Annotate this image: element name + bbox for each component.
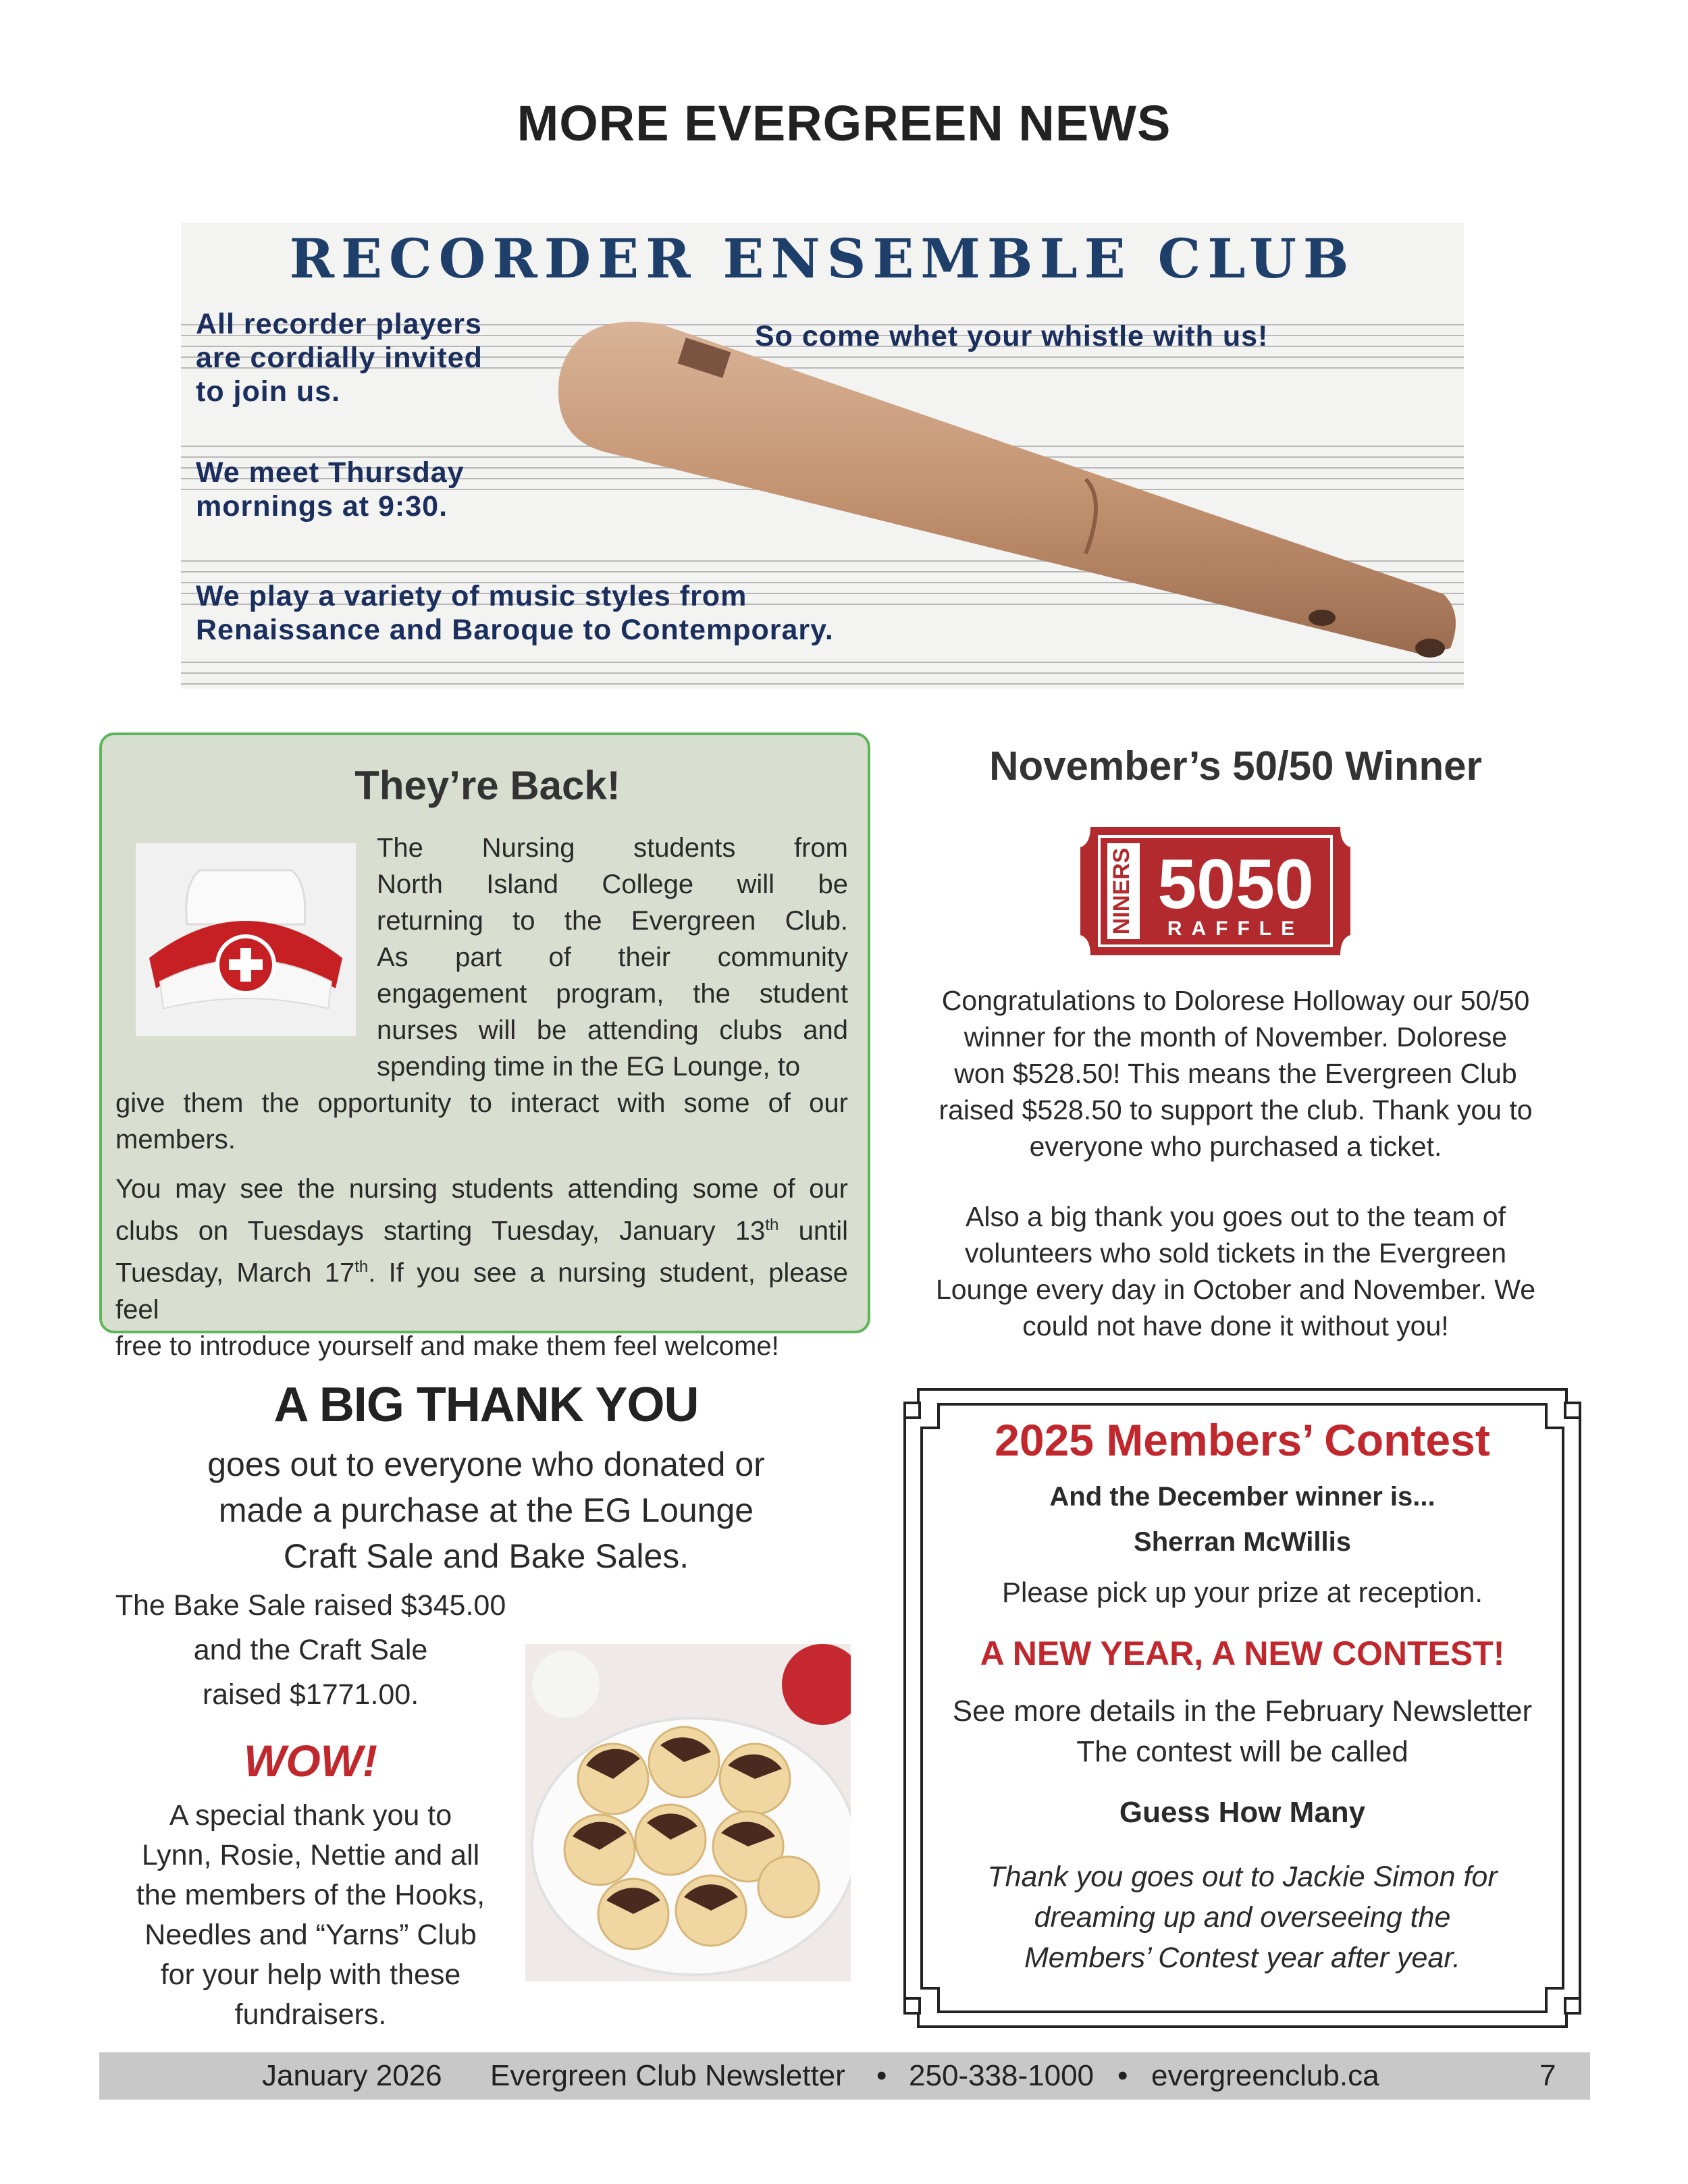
raffle-line: raised $528.50 to support the club. Thank you to xyxy=(939,1094,1533,1125)
special-line: fundraisers. xyxy=(234,1998,387,2031)
banner-invite xyxy=(196,307,483,408)
raffle-logo xyxy=(1080,827,1350,955)
raffle-para2 xyxy=(898,1198,1573,1344)
raffle-ticket-icon xyxy=(1080,827,1350,955)
back-line: engagement program, the student xyxy=(377,979,848,1009)
sale-total-line: The Bake Sale raised $345.00 xyxy=(115,1589,506,1622)
back-line: members. xyxy=(115,1125,236,1154)
thanks-sub-line: Craft Sale and Bake Sales. xyxy=(283,1537,689,1575)
cookies-image xyxy=(525,1644,851,1981)
contest-pickup: Please pick up your prize at reception. xyxy=(1001,1576,1483,1608)
contest-thanks-line: Members’ Contest year after year. xyxy=(1024,1942,1461,1974)
special-line: A special thank you to xyxy=(169,1799,452,1832)
recorder-banner xyxy=(181,223,1464,689)
contest-thanks-line: dreaming up and overseeing the xyxy=(1034,1901,1451,1934)
back-para2 xyxy=(115,1171,848,1364)
raffle-line: winner for the month of November. Dolorese xyxy=(964,1021,1508,1053)
special-line: for your help with these xyxy=(160,1959,461,1991)
raffle-word: RAFFLE xyxy=(1167,917,1304,940)
styles-line: Renaissance and Baroque to Contemporary. xyxy=(196,614,834,646)
thank-you-title: A BIG THANK YOU xyxy=(273,1378,699,1432)
page-title: MORE EVERGREEN NEWS xyxy=(517,95,1171,151)
invite-line: are cordially invited xyxy=(196,342,483,374)
raffle-line: volunteers who sold tickets in the Evergreen xyxy=(964,1237,1507,1269)
back-line: returning to the Evergreen Club. xyxy=(377,906,848,936)
back-line: give them the opportunity to interact with some of our xyxy=(115,1088,848,1118)
back-para1-wrapped xyxy=(377,830,848,1048)
footer-newsletter-name: Evergreen Club Newsletter xyxy=(490,2059,845,2092)
sale-totals xyxy=(108,1583,513,1717)
theyre-back-title: They’re Back! xyxy=(354,763,621,808)
thank-you-subtitle xyxy=(95,1441,878,1579)
back-line: The Nursing students from xyxy=(377,833,848,863)
back-line: As part of their community xyxy=(377,942,848,972)
footer-website: evergreenclub.ca xyxy=(1151,2059,1379,2092)
special-line: the members of the Hooks, xyxy=(136,1879,485,1911)
sale-total-line: and the Craft Sale xyxy=(193,1634,428,1666)
contest-title: 2025 Members’ Contest xyxy=(995,1415,1490,1465)
footer-bullet: • xyxy=(876,2059,887,2092)
banner-tagline: So come whet your whistle with us! xyxy=(755,320,1269,352)
meet-line: mornings at 9:30. xyxy=(196,490,448,523)
meet-line: We meet Thursday xyxy=(196,456,465,489)
theyre-back-box xyxy=(99,733,870,1361)
nurse-cap-icon xyxy=(136,843,356,1036)
back-line: Tuesday, March 17th. If you see a nursing student, please feel xyxy=(115,1258,848,1325)
contest-winner-intro: And the December winner is... xyxy=(1049,1482,1435,1512)
back-line: North Island College will be xyxy=(377,870,848,899)
footer-bullet: • xyxy=(1117,2059,1128,2092)
raffle-line: Also a big thank you goes out to the team of xyxy=(965,1201,1506,1232)
contest-details-line: See more details in the February Newsletter xyxy=(952,1695,1533,1728)
special-line: Lynn, Rosie, Nettie and all xyxy=(141,1839,480,1871)
raffle-line: won $528.50! This means the Evergreen Club xyxy=(954,1058,1517,1089)
raffle-side-text: NINERS xyxy=(1109,847,1134,935)
banner-meeting-time xyxy=(196,456,465,523)
invite-line: All recorder players xyxy=(196,308,482,340)
raffle-line: Congratulations to Dolorese Holloway our 50/50 xyxy=(941,985,1530,1016)
footer-page-number: 7 xyxy=(1539,2059,1556,2092)
thanks-sub-line: goes out to everyone who donated or xyxy=(207,1445,765,1483)
raffle-line: everyone who purchased a ticket. xyxy=(1029,1131,1442,1162)
cookies-photo xyxy=(525,1644,851,1981)
raffle-line: Lounge every day in October and November. We xyxy=(935,1274,1536,1305)
styles-line: We play a variety of music styles from xyxy=(196,580,747,612)
raffle-para1 xyxy=(898,982,1573,1165)
raffle-line: could not have done it without you! xyxy=(1022,1310,1449,1341)
back-line: free to introduce yourself and make them feel welcome! xyxy=(115,1331,779,1361)
thanks-sub-line: made a purchase at the EG Lounge xyxy=(218,1491,754,1529)
contest-details xyxy=(918,1691,1566,1772)
sale-total-line: raised $1771.00. xyxy=(202,1678,419,1711)
invite-line: to join us. xyxy=(196,375,341,408)
special-thanks xyxy=(108,1796,513,2035)
contest-details-line: The contest will be called xyxy=(1076,1735,1408,1768)
contest-winner-name: Sherran McWillis xyxy=(1134,1527,1351,1557)
raffle-title: November’s 50/50 Winner xyxy=(989,743,1482,789)
contest-new-year: A NEW YEAR, A NEW CONTEST! xyxy=(980,1634,1505,1672)
back-line: nurses will be attending clubs and xyxy=(377,1015,848,1045)
banner-title: RECORDER ENSEMBLE CLUB xyxy=(289,227,1356,290)
back-line: You may see the nursing students attending some of our xyxy=(115,1174,848,1204)
contest-thanks xyxy=(918,1857,1566,1978)
banner-styles xyxy=(196,579,834,647)
special-line: Needles and “Yarns” Club xyxy=(144,1919,477,1951)
footer-phone: 250-338-1000 xyxy=(909,2059,1094,2092)
nurse-cap-image xyxy=(136,843,356,1036)
back-line: clubs on Tuesdays starting Tuesday, January 13th until xyxy=(115,1216,848,1246)
contest-thanks-line: Thank you goes out to Jackie Simon for xyxy=(987,1861,1498,1893)
raffle-number: 5050 xyxy=(1157,845,1314,924)
contest-name: Guess How Many xyxy=(1119,1796,1366,1829)
footer-date: January 2026 xyxy=(262,2059,442,2092)
back-line: spending time in the EG Lounge, to xyxy=(377,1052,801,1082)
wow-text: WOW! xyxy=(244,1736,377,1786)
